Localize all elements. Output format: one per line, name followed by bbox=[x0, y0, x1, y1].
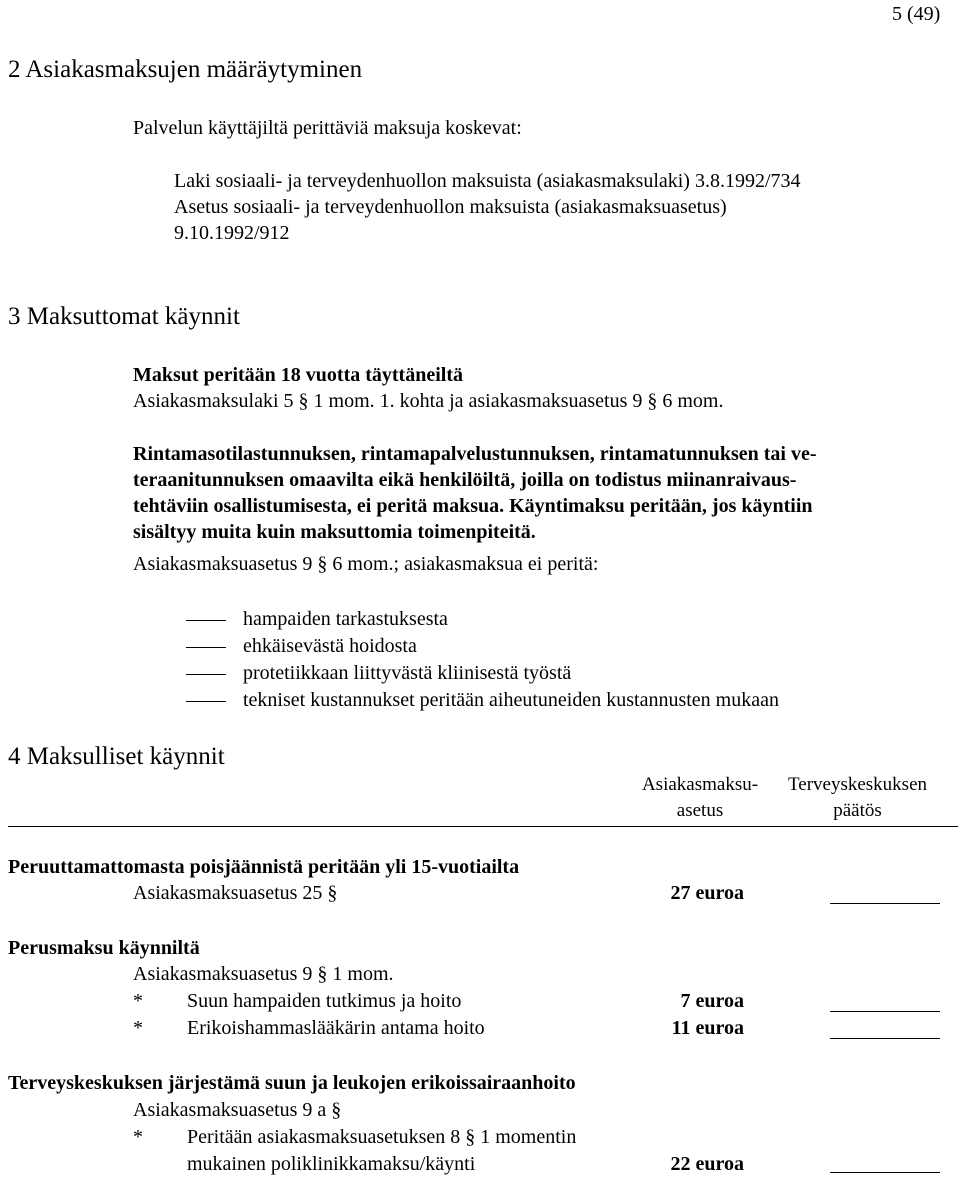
section-2-heading: 2 Asiakasmaksujen määräytyminen bbox=[8, 56, 363, 83]
section-3-paragraph-line: teraanitunnuksen omaavilta eikä henkilöiltä, joilla on todistus miinanraivaus- bbox=[133, 469, 797, 491]
section-3-reference: Asiakasmaksulaki 5 § 1 mom. 1. kohta ja asiakasmaksuasetus 9 § 6 mom. bbox=[133, 390, 724, 412]
section-3-paragraph-line: Rintamasotilastunnuksen, rintamapalvelustunnuksen, rintamatunnuksen tai ve- bbox=[133, 443, 817, 465]
fee-group-title: Terveyskeskuksen järjestämä suun ja leukojen erikoissairaanhoito bbox=[8, 1072, 576, 1094]
fee-group-reference: Asiakasmaksuasetus 25 § bbox=[133, 882, 338, 904]
fee-group-reference: Asiakasmaksuasetus 9 § 1 mom. bbox=[133, 963, 394, 985]
decision-blank-line bbox=[830, 1011, 940, 1012]
section-3-paragraph-line: tehtäviin osallistumisesta, ei peritä maksua. Käyntimaksu peritään, jos käyntiin bbox=[133, 495, 813, 517]
list-dash-icon bbox=[186, 674, 226, 675]
fee-row-label: Erikoishammaslääkärin antama hoito bbox=[187, 1017, 485, 1039]
section-3-paragraph-line: sisältyy muita kuin maksuttomia toimenpiteitä. bbox=[133, 521, 536, 543]
fee-group-title: Perusmaksu käynniltä bbox=[8, 937, 200, 959]
section-2-intro: Palvelun käyttäjiltä perittäviä maksuja koskevat: bbox=[133, 117, 522, 139]
decision-blank-line bbox=[830, 1172, 940, 1173]
list-item: protetiikkaan liittyvästä kliinisestä työstä bbox=[243, 662, 572, 684]
fee-group-reference: Asiakasmaksuasetus 9 a § bbox=[133, 1099, 342, 1121]
list-dash-icon bbox=[186, 701, 226, 702]
decision-blank-line bbox=[830, 1038, 940, 1039]
fee-amount: 27 euroa bbox=[670, 882, 744, 904]
fee-row-label-line1: Peritään asiakasmaksuasetuksen 8 § 1 momentin bbox=[187, 1126, 577, 1148]
fee-row-label: Suun hampaiden tutkimus ja hoito bbox=[187, 990, 462, 1012]
decree-reference-line1: Asetus sosiaali- ja terveydenhuollon maksuista (asiakasmaksuasetus) bbox=[174, 196, 727, 218]
bullet-star: * bbox=[133, 1126, 143, 1148]
header-divider bbox=[8, 826, 958, 827]
section-3-heading: 3 Maksuttomat käynnit bbox=[8, 303, 240, 330]
list-dash-icon bbox=[186, 620, 226, 621]
section-3-reference-2: Asiakasmaksuasetus 9 § 6 mom.; asiakasmaksua ei peritä: bbox=[133, 553, 599, 575]
section-4-heading: 4 Maksulliset käynnit bbox=[8, 743, 225, 770]
page-number: 5 (49) bbox=[892, 3, 941, 25]
list-item: tekniset kustannukset peritään aiheutuneiden kustannusten mukaan bbox=[243, 689, 779, 711]
column-header-terveyskeskuksen-paatos: Terveyskeskuksen päätös bbox=[787, 774, 928, 821]
column-header-asiakasmaksuasetus: Asiakasmaksu- asetus bbox=[641, 774, 759, 821]
list-item: hampaiden tarkastuksesta bbox=[243, 608, 448, 630]
bullet-star: * bbox=[133, 1017, 143, 1039]
fee-amount: 22 euroa bbox=[670, 1153, 744, 1175]
bullet-star: * bbox=[133, 990, 143, 1012]
fee-row-label-line2: mukainen poliklinikkamaksu/käynti bbox=[187, 1153, 476, 1175]
fee-amount: 11 euroa bbox=[671, 1017, 744, 1039]
fee-amount: 7 euroa bbox=[680, 990, 744, 1012]
section-3-bold-line: Maksut peritään 18 vuotta täyttäneiltä bbox=[133, 364, 463, 386]
fee-group-title: Peruuttamattomasta poisjäännistä peritään yli 15-vuotiailta bbox=[8, 856, 520, 878]
law-reference: Laki sosiaali- ja terveydenhuollon maksuista (asiakasmaksulaki) 3.8.1992/734 bbox=[174, 170, 801, 192]
list-item: ehkäisevästä hoidosta bbox=[243, 635, 417, 657]
decree-reference-line2: 9.10.1992/912 bbox=[174, 222, 290, 244]
decision-blank-line bbox=[830, 903, 940, 904]
list-dash-icon bbox=[186, 647, 226, 648]
